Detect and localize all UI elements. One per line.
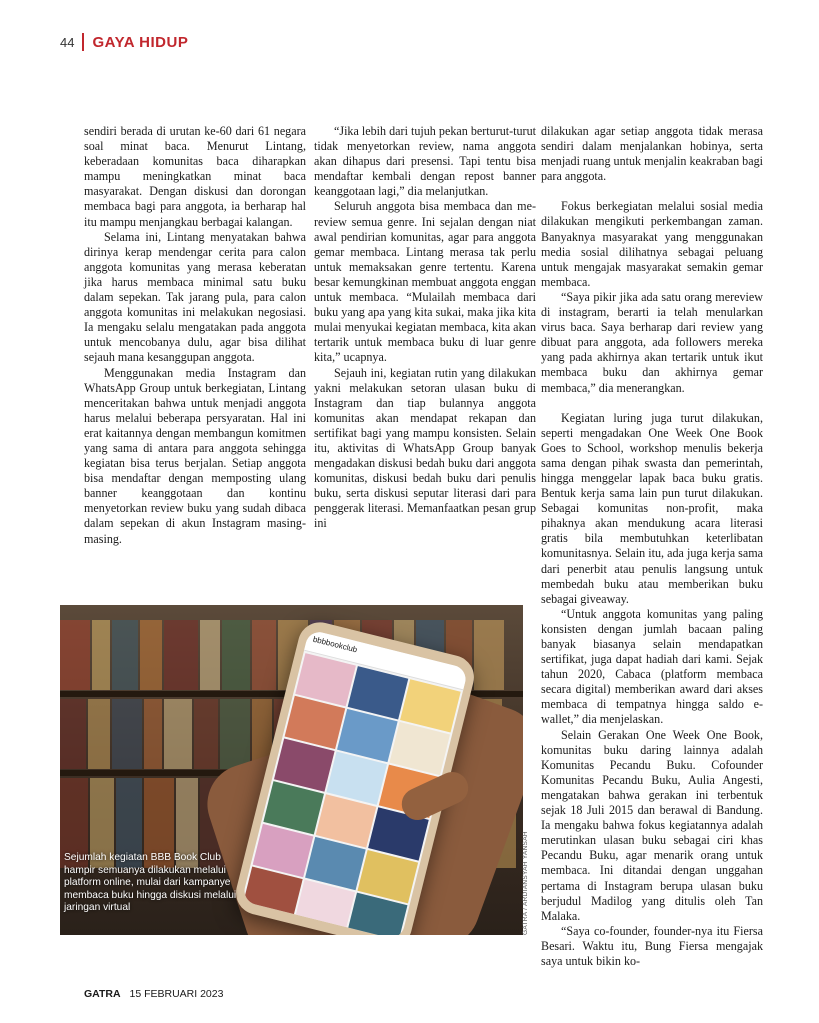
paragraph: “Saya co-founder, founder-nya itu Fiersa Besari. Waktu itu, Bung Fiersa mengajak saya untuk bikin ko- (541, 923, 763, 968)
section-rubric: GAYA HIDUP (92, 33, 189, 51)
article-column-1 (84, 124, 306, 547)
paragraph: sendiri berada di urutan ke-60 dari 61 negara soal minat baca. Menurut Lintang, keberadaan komunitas baca diharapkan mampu meningkatkan minat baca masyarakat. Dengan diskusi dan dorongan membaca bagi para anggota, ia berharap hal itu mampu menjangkau berbagai kalangan. (84, 124, 306, 229)
header-divider (82, 33, 84, 51)
page-header (60, 30, 188, 54)
paragraph: Selain Gerakan One Week One Book, komunitas buku daring lainnya adalah Komunitas Pecandu Buku. Cofounder Komunitas Pecandu Buku, Aulia Angesti, mengatakan bahwa gerakan ini terbentuk sejak 18 Juli 2015 dan berawal di Bandung. Ia mengaku bahwa fokus kegiatannya adalah merutinkan ulasan buku sebagai ciri khas Pecandu Buku, agar menarik orang untuk membaca. Ini ditandai dengan unggahan pertama di Instagram berupa ulasan buku berjudul Madilog yang ditulis oleh Tan Malaka. (541, 727, 763, 923)
page-footer (84, 988, 223, 1000)
paragraph: dilakukan agar setiap anggota tidak merasa sendiri dalam menjalankan hobinya, serta menjadi ruang untuk menjalin keakraban bagi para anggota. (541, 124, 763, 184)
issue-date: 15 FEBRUARI 2023 (129, 988, 224, 1000)
article-column-3 (541, 124, 763, 969)
photo-caption: Sejumlah kegiatan BBB Book Club hampir semuanya dilakukan melalui platform online, mulai dari kampanye membaca buku hingga diskusi melalui jaringan virtual (64, 852, 237, 913)
article-column-2 (314, 124, 536, 532)
paragraph: “Jika lebih dari tujuh pekan berturut-turut tidak menyetorkan review, nama anggota akan dihapus dari presensi. Tapi tentu bisa mendaftar kembali dengan repost banner keanggotaan lagi,” dia melanjutkan. (314, 124, 536, 199)
photo-credit: GATRA / ARDIANSYAH YANSAH (522, 831, 529, 935)
paragraph: Selama ini, Lintang menyatakan bahwa dirinya kerap mendengar cerita para calon anggota komunitas yang merasa keberatan jika harus membaca minimal satu buku dalam sepekan. Tak jarang pula, para calon anggota komunitas ini melakukan negosiasi. Ia mengaku selalu mengatakan pada anggota untuk mencobanya dulu, agar bisa dilihat sejauh mana kesanggupan anggota. (84, 229, 306, 365)
page-number: 44 (60, 34, 75, 50)
paragraph: Sejauh ini, kegiatan rutin yang dilakukan yakni melakukan setoran ulasan buku di Instagram dan tiap bulannya anggota komunitas akan mendapat rekapan dan sertifikat bagi yang mampu konsisten. Selain itu, aktivitas di WhatsApp Group banyak mengadakan diskusi bedah buku dari anggota komunitas, diskusi bedah buku dari penulis buku, serta diskusi seputar literasi dari para penggerak literasi. Memanfaatkan pesan grup ini (314, 365, 536, 531)
paragraph: Menggunakan media Instagram dan WhatsApp Group untuk berkegiatan, Lintang menceritakan bahwa untuk menjadi anggota harus melalui beberapa persyaratan. Hal ini erat kaitannya dengan membangun komitmen yang sama di antara para anggota sehingga kegiatan bisa terus berjalan. Setiap anggota bisa mendaftar dengan memposting ulang banner keanggotaan dan kontinu menyetorkan review buku yang sudah dibaca dalam sepekan di akun Instagram masing-masing. (84, 365, 306, 546)
paragraph: “Saya pikir jika ada satu orang mereview di instagram, berarti ia telah menularkan virus baca. Saya berharap dari review yang dibuat para anggota, ada followers mereka yang pada akhirnya akan tertarik untuk ikut membaca buku dan akhirnya gemar membaca,” dia menerangkan. (541, 289, 763, 395)
paragraph: Kegiatan luring juga turut dilakukan, seperti mengadakan One Week One Book Goes to School, workshop menulis bekerja sama dengan pihak swasta dan pemerintah, hingga menggelar lapak baca buku gratis. Bentuk kerja sama lain pun turut dilakukan. Sebagai komunitas non-profit, maka pihaknya akan mendukung acara literasi gratis bila membutuhkan keterlibatan komunitasnya. Selain itu, ada juga kerja sama dari penerbit atau penulis langsung untuk membedah buku atau memberikan buku sebagai giveaway. (541, 410, 763, 606)
paragraph: Seluruh anggota bisa membaca dan me-review semua genre. Ini sejalan dengan niat awal pendirian komunitas, agar para anggota gemar membaca. Lintang merasa tak perlu untuk memaksakan genre tertentu. Karena besar kemungkinan membuat anggota enggan untuk membaca. “Mulailah membaca dari buku yang apa yang kita sukai, maka jika kita mulai menyukai kegiatan membaca, kita akan tertarik untuk membaca buku di luar genre kita,” ucapnya. (314, 199, 536, 365)
instagram-header: bbbbookclub (304, 629, 468, 690)
paragraph: “Untuk anggota komunitas yang paling konsisten dengan jumlah bacaan paling banyak biasanya selain mendapatkan sertifikat, juga dapat hadiah dari kami. Sejak tahun 2020, Cabaca (platform membaca secara digital) memberikan award dari akses membaca di tempatnya hingga saldo e-wallet,” dia menjelaskan. (541, 606, 763, 727)
magazine-name: GATRA (84, 988, 121, 1000)
paragraph: Fokus berkegiatan melalui sosial media dilakukan mengikuti perkembangan zaman. Banyaknya masyarakat yang menggunakan media sosial dilihatnya sebagai peluang untuk mengajak masyarakat semakin gemar membaca. (541, 199, 763, 289)
